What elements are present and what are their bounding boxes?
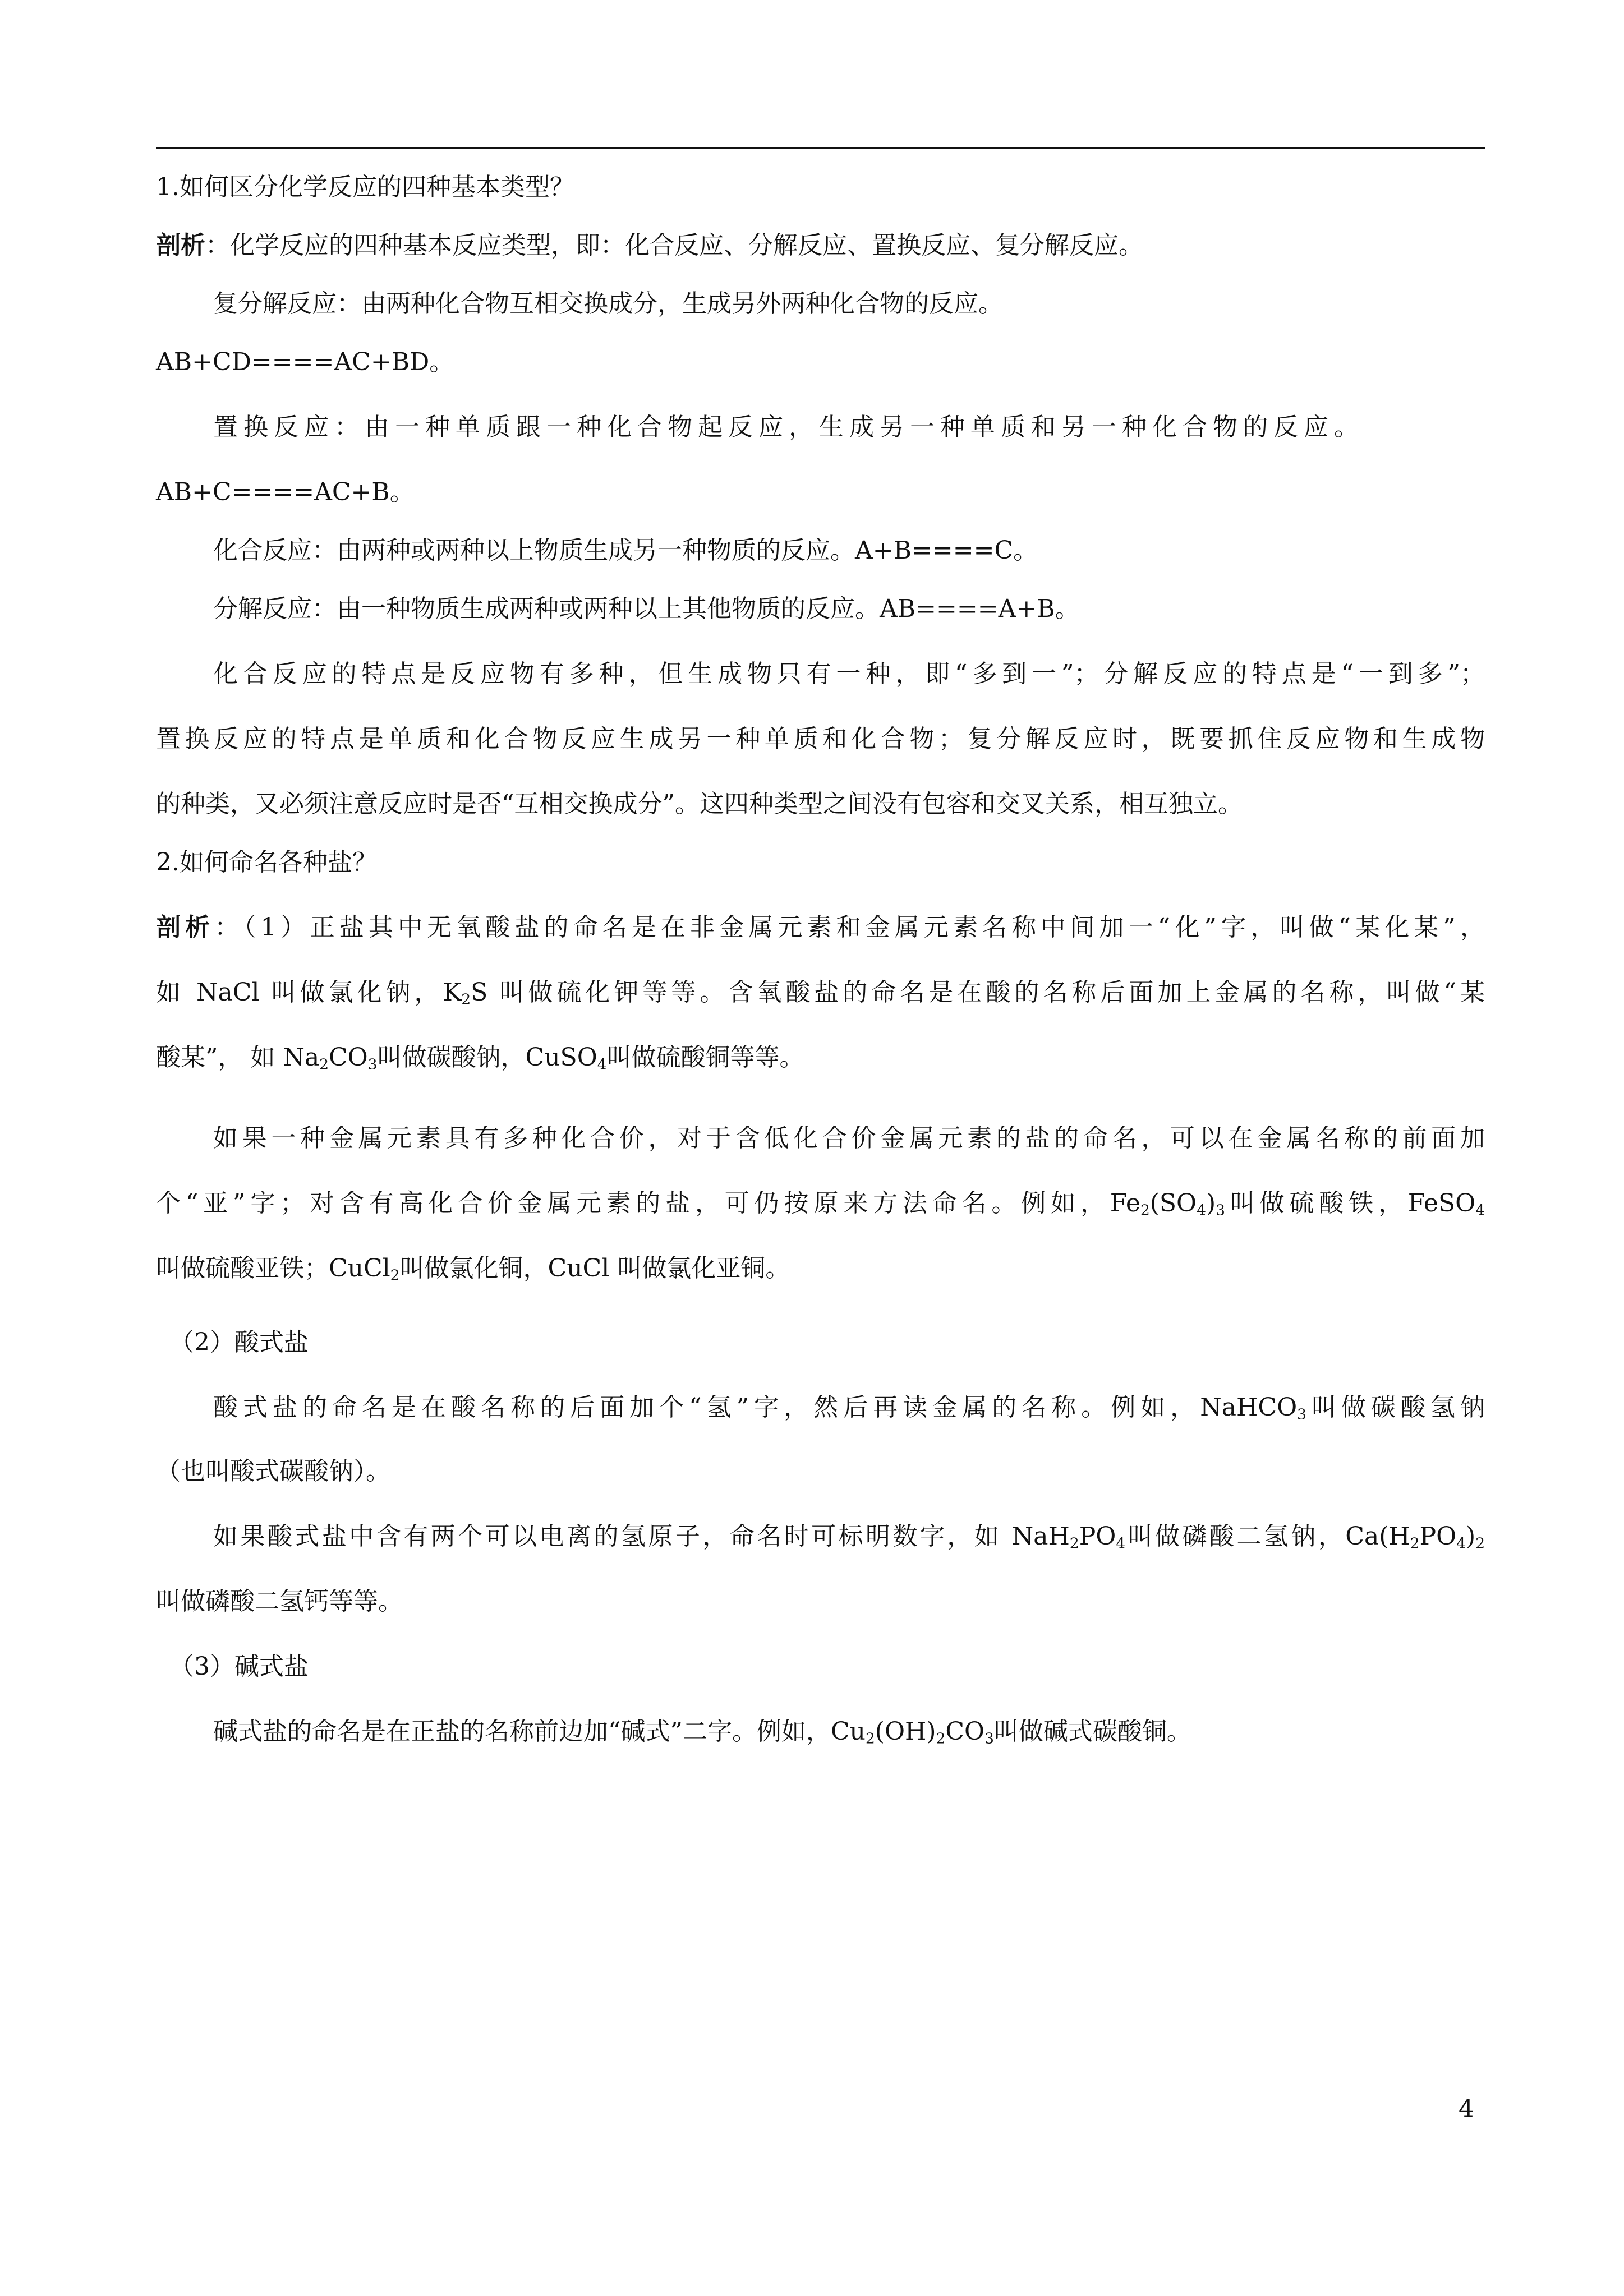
summary-line-3: 的种类，又必须注意反应时是否“互相交换成分”。这四种类型之间没有包容和交叉关系，相互独立。: [156, 790, 1243, 818]
text: PO: [1079, 1522, 1116, 1551]
subscript: 2: [1069, 1534, 1079, 1552]
text: 个“亚”字；对含有高化合价金属元素的盐，可仍按原来方法命名。例如，Fe: [156, 1189, 1140, 1218]
text: 如果酸式盐中含有两个可以电离的氢原子，命名时可标明数字，如 NaH: [213, 1522, 1070, 1551]
subscript: 2: [1140, 1201, 1150, 1219]
subscript: 2: [319, 1055, 329, 1073]
text: (OH): [875, 1717, 936, 1746]
q1-title: 1.如何区分化学反应的四种基本类型？: [156, 173, 574, 201]
text: ): [1206, 1189, 1216, 1218]
text: (SO: [1149, 1189, 1197, 1218]
subscript: 2: [390, 1266, 400, 1284]
text: 酸某”， 如 Na: [156, 1043, 320, 1072]
basic-salt-line-1: [213, 1715, 1191, 1749]
text: 叫做碱式碳酸铜。: [993, 1717, 1191, 1746]
analysis-text: ：化学反应的四种基本反应类型，即：化合反应、分解反应、置换反应、复分解反应。: [205, 231, 1143, 260]
acid-salt-heading: （2）酸式盐: [169, 1328, 309, 1357]
subscript: 2: [1410, 1534, 1420, 1552]
text: 叫做碳酸氢钠: [1306, 1393, 1485, 1422]
text: ): [1466, 1522, 1476, 1551]
subscript: 2: [936, 1730, 946, 1748]
text: 叫做氯化铜，CuCl 叫做氯化亚铜。: [399, 1254, 790, 1283]
single-displacement-eq: AB+C====AC+B。: [156, 478, 415, 506]
summary-line-1: 化合反应的特点是反应物有多种，但生成物只有一种，即“多到一”；分解反应的特点是“一到多”；: [213, 660, 1485, 688]
valence-line-2: [156, 1187, 1485, 1220]
subscript: 3: [1297, 1405, 1306, 1423]
acid-salt-line-3: [213, 1520, 1485, 1553]
subscript: 4: [1475, 1201, 1485, 1219]
text: 叫做磷酸二氢钠，Ca(H: [1125, 1522, 1410, 1551]
text: 叫做碳酸钠，CuSO: [377, 1043, 597, 1072]
text: 叫做硫酸铜等等。: [606, 1043, 804, 1072]
text: CO: [945, 1717, 985, 1746]
normal-salt-line-3: [156, 1041, 804, 1075]
subscript: 4: [597, 1055, 607, 1073]
subscript: 3: [367, 1055, 378, 1073]
analysis-label: 剖析: [156, 231, 205, 260]
subscript: 2: [866, 1730, 875, 1748]
normal-salt-line-1: [156, 911, 1485, 944]
valence-line-3: [156, 1252, 790, 1285]
acid-salt-line-2: （也叫酸式碳酸钠）。: [156, 1457, 390, 1486]
text: ：（1）正盐其中无氧酸盐的命名是在非金属元素和金属元素名称中间加一“化”字，叫做“某化某”，: [214, 913, 1485, 942]
combination-def: 化合反应：由两种或两种以上物质生成另一种物质的反应。A+B====C。: [213, 536, 1038, 565]
double-displacement-eq: AB+CD====AC+BD。: [156, 348, 454, 376]
text: 叫做硫酸亚铁；CuCl: [156, 1254, 390, 1283]
subscript: 2: [461, 990, 471, 1008]
acid-salt-line-1: [213, 1391, 1485, 1424]
text: CO: [329, 1043, 368, 1072]
valence-line-1: 如果一种金属元素具有多种化合价，对于含低化合价金属元素的盐的命名，可以在金属名称的前面加: [213, 1124, 1485, 1152]
text: 叫做硫酸铁，FeSO: [1225, 1189, 1476, 1218]
subscript: 2: [1475, 1534, 1485, 1552]
subscript: 3: [1216, 1201, 1225, 1219]
text: 碱式盐的命名是在正盐的名称前边加“碱式”二字。例如，Cu: [213, 1717, 866, 1746]
single-displacement-def: 置换反应：由一种单质跟一种化合物起反应，生成另一种单质和另一种化合物的反应。: [213, 413, 1364, 441]
subscript: 4: [1197, 1201, 1206, 1219]
acid-salt-line-4: 叫做磷酸二氢钙等等。: [156, 1587, 403, 1616]
basic-salt-heading: （3）碱式盐: [169, 1652, 309, 1681]
double-displacement-def: 复分解反应：由两种化合物互相交换成分，生成另外两种化合物的反应。: [213, 289, 1003, 318]
text: PO: [1419, 1522, 1457, 1551]
analysis-label: 剖析: [156, 913, 215, 942]
subscript: 3: [984, 1730, 994, 1748]
text: 酸式盐的命名是在酸名称的后面加个“氢”字，然后再读金属的名称。例如，NaHCO: [213, 1393, 1298, 1422]
decomposition-def: 分解反应：由一种物质生成两种或两种以上其他物质的反应。AB====A+B。: [213, 594, 1080, 623]
subscript: 4: [1456, 1534, 1466, 1552]
summary-line-2: 置换反应的特点是单质和化合物反应生成另一种单质和化合物；复分解反应时，既要抓住反应物和生成物: [156, 725, 1485, 753]
text: 如 NaCl 叫做氯化钠，K: [156, 978, 462, 1007]
page-number: 4: [1459, 2095, 1474, 2123]
subscript: 4: [1116, 1534, 1126, 1552]
header-rule: [156, 147, 1485, 149]
q1-analysis: [156, 229, 1143, 262]
text: S 叫做硫化钾等等。含氧酸盐的命名是在酸的名称后面加上金属的名称，叫做“某: [471, 978, 1485, 1007]
q2-title: 2.如何命名各种盐？: [156, 848, 377, 877]
normal-salt-line-2: [156, 976, 1485, 1009]
